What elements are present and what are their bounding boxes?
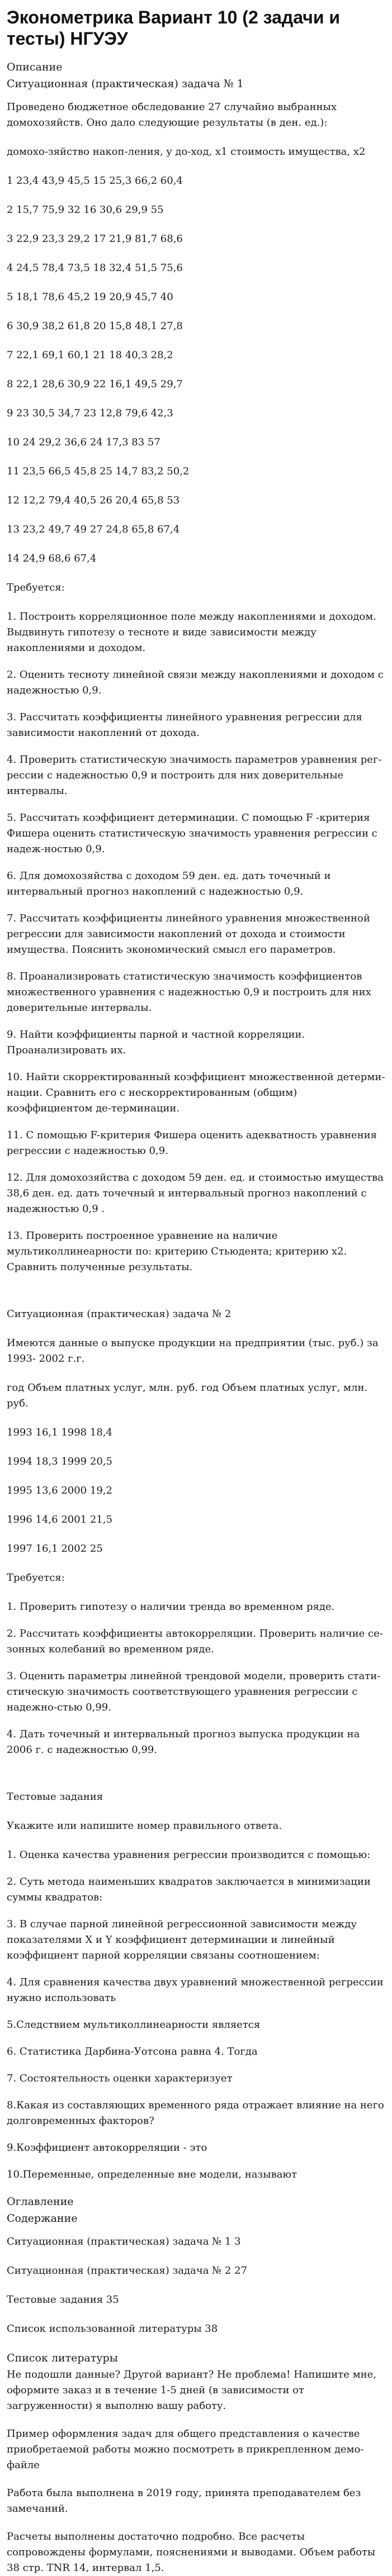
footer-paragraph: Не подошли данные? Другой вариант? Не проблема! Напишите мне, оформите заказ и в течение 1-5 дней (в зависимости от загруженности) я выполню вашу работу.	[7, 2369, 376, 2412]
task1-intro: Проведено бюджетное обследование 27 случайно выбранных домохозяйств. Оно дало следующие результаты (в ден. ед.):	[7, 101, 337, 129]
task1-table-row: 13 23,2 49,7 49 27 24,8 65,8 67,4	[7, 524, 180, 535]
description-heading: Описание	[7, 61, 63, 73]
task1-item: 1. Построить корреляционное поле между накоплениями и доходом. Выдвинуть гипотезу о тесноте и виде зависимости между накоплениями и доходом.	[7, 611, 376, 654]
tests-heading: Тестовые задания	[7, 1791, 103, 1803]
task1-required-label: Требуется:	[7, 582, 65, 593]
task1-item: 11. С помощью F-критерия Фишера оценить адекватность уравнения регрессии с надежностью 0,9.	[7, 1129, 377, 1157]
task2-table-row: 1997 16,1 2002 25	[7, 1543, 103, 1555]
test-item: 8.Какая из составляющих временного ряда отражает влияние на него долговременных факторов?	[7, 2099, 384, 2127]
task1-item: 9. Найти коэффициенты парной и частной корреляции. Проанализировать их.	[7, 1029, 305, 1056]
task1-table-row: 4 24,5 78,4 73,5 18 32,4 51,5 75,6	[7, 262, 183, 274]
tests-instruction: Укажите или напишите номер правильного ответа.	[7, 1820, 282, 1832]
task1-table-header: домохо-зяйство накоп-ления, y до-ход, x1 стоимость имущества, x2	[7, 146, 366, 158]
task2-table-row: 1996 14,6 2001 21,5	[7, 1514, 112, 1525]
task1-table-row: 7 22,1 69,1 60,1 21 18 40,3 28,2	[7, 349, 173, 361]
task2-table-row: 1993 16,1 1998 18,4	[7, 1427, 112, 1438]
task2-table-row: 1994 18,3 1999 20,5	[7, 1456, 112, 1467]
task1-item: 3. Рассчитать коэффициенты линейного уравнения регрессии для зависимости накоплений от дохода.	[7, 711, 362, 739]
task1-table-row: 12 12,2 79,4 40,5 26 20,4 65,8 53	[7, 495, 180, 506]
toc-item: Ситуационная (практическая) задача № 2 27	[7, 2265, 248, 2276]
footer-paragraph: Пример оформления задач для общего представления о качестве приобретаемой работы можно посмотреть в прикрепленном демо-файле	[7, 2428, 364, 2471]
task1-table-row: 1 23,4 43,9 45,5 15 25,3 66,2 60,4	[7, 175, 183, 187]
task1-item: 10. Найти скорректированный коэффициент множественной детерми-нации. Сравнить его с нескорректированным (общим) коэффициентом де-терминации.	[7, 1071, 385, 1114]
task1-item: 5. Рассчитать коэффициент детерминации. С помощью F -критерия Фишера оценить статистическую значимость уравнения регрессии с надеж-ностью 0,9.	[7, 812, 377, 855]
toc-item: Ситуационная (практическая) задача № 1 3	[7, 2236, 241, 2247]
task2-table-header: год Объем платных услуг, млн. руб. год Объем платных услуг, млн. руб.	[7, 1382, 368, 1409]
literature-heading: Список литературы	[7, 2352, 118, 2364]
task1-table-row: 14 24,9 68,6 67,4	[7, 553, 97, 564]
task1-table-row: 9 23 30,5 34,7 23 12,8 79,6 42,3	[7, 407, 173, 419]
test-item: 1. Оценка качества уравнения регрессии производится с помощью:	[7, 1849, 371, 1861]
task1-table-row: 2 15,7 75,9 32 16 30,6 29,9 55	[7, 204, 164, 216]
task1-table-row: 3 22,9 23,3 29,2 17 21,9 81,7 68,6	[7, 233, 183, 245]
task2-required-label: Требуется:	[7, 1572, 65, 1584]
document-title: Эконометрика Вариант 10 (2 задачи и тесты) НГУЭУ	[7, 7, 341, 49]
test-item: 4. Для сравнения качества двух уравнений множественной регрессии нужно использовать	[7, 1976, 384, 2004]
test-item: 5.Следствием мультиколлинеарности является	[7, 2019, 261, 2031]
task1-table-row: 5 18,1 78,6 45,2 19 20,9 45,7 40	[7, 291, 173, 303]
task1-item: 7. Рассчитать коэффициенты линейного уравнения множественной регрессии для зависимости накоплений от дохода и стоимости имущества. Пояснить экономический смысл его параметров.	[7, 912, 370, 956]
toc-content-label: Содержание	[7, 2212, 78, 2225]
footer-paragraph: Работа была выполнена в 2019 году, принята преподавателем без замечаний.	[7, 2487, 361, 2515]
task1-item: 12. Для домохозяйства с доходом 59 ден. ед. и стоимостью имущества 38,6 ден. ед. дать точечный и интервальный прогноз накоплений с надежностью 0,9 .	[7, 1172, 384, 1215]
task1-item: 6. Для домохозяйства с доходом 59 ден. ед. дать точечный и интервальный прогноз накоплений с надежностью 0,9.	[7, 870, 331, 897]
toc-item: Тестовые задания 35	[7, 2294, 119, 2306]
task1-item: 2. Оценить тесноту линейной связи между накоплениями и доходом с надежностью 0,9.	[7, 669, 384, 696]
task2-item: 3. Оценить параметры линейной трендовой модели, проверить стати-стическую значимость соответствующего уравнения регрессии с надежно-стью 0,99.	[7, 1670, 381, 1713]
task1-item: 13. Проверить построенное уравнение на наличие мультиколлинеарности по: критерию Стьюдента; критерию x2. Сравнить полученные результаты.	[7, 1230, 347, 1273]
task2-item: 4. Дать точечный и интервальный прогноз выпуска продукции на 2006 г. с надежностью 0,99.	[7, 1728, 360, 1756]
task1-table-row: 10 24 29,2 36,6 24 17,3 83 57	[7, 436, 160, 448]
task1-item: 4. Проверить статистическую значимость параметров уравнения рег-рессии с надежностью 0,9 и построить для них доверительные интервалы.	[7, 754, 382, 797]
test-item: 3. В случае парной линейной регрессионной зависимости между показателями X и Y коэффициент детерминации и линейный коэффициент парной корреляции связаны соотношением:	[7, 1918, 357, 1961]
test-item: 7. Состоятельность оценки характеризует	[7, 2073, 233, 2084]
test-item: 9.Коэффициент автокорреляции - это	[7, 2142, 207, 2154]
toc-item: Список использованной литературы 38	[7, 2323, 218, 2335]
test-item: 10.Переменные, определенные вне модели, называют	[7, 2169, 297, 2180]
task2-table-row: 1995 13,6 2000 19,2	[7, 1485, 112, 1496]
test-item: 6. Статистика Дарбина-Уотсона равна 4. Тогда	[7, 2046, 258, 2057]
task2-heading: Ситуационная (практическая) задача № 2	[7, 1308, 232, 1320]
task2-item: 2. Рассчитать коэффициенты автокорреляции. Проверить наличие се-зонных колебаний во временном ряде.	[7, 1628, 383, 1655]
task1-table-row: 6 30,9 38,2 61,8 20 15,8 48,1 27,8	[7, 320, 183, 332]
task1-table-row: 11 23,5 66,5 45,8 25 14,7 83,2 50,2	[7, 465, 190, 477]
test-item: 2. Суть метода наименьших квадратов заключается в минимизации суммы квадратов:	[7, 1876, 371, 1903]
task2-item: 1. Проверить гипотезу о наличии тренда во временном ряде.	[7, 1601, 335, 1613]
task1-item: 8. Проанализировать статистическую значимость коэффициентов множественного уравнения с надежностью 0,9 и построить для них доверительные интервалы.	[7, 971, 371, 1014]
task1-table-row: 8 22,1 28,6 30,9 22 16,1 49,5 29,7	[7, 378, 183, 390]
task2-intro: Имеются данные о выпуске продукции на предприятии (тыс. руб.) за 1993- 2002 г.г.	[7, 1337, 379, 1365]
footer-paragraph: Расчеты выполнены достаточно подробно. Все расчеты сопровождены формулами, пояснениями и выводами. Объем работы 38 стр. TNR 14, интервал 1,5.	[7, 2531, 376, 2574]
toc-heading: Оглавление	[7, 2195, 74, 2208]
task1-heading: Ситуационная (практическая) задача № 1	[7, 78, 244, 90]
